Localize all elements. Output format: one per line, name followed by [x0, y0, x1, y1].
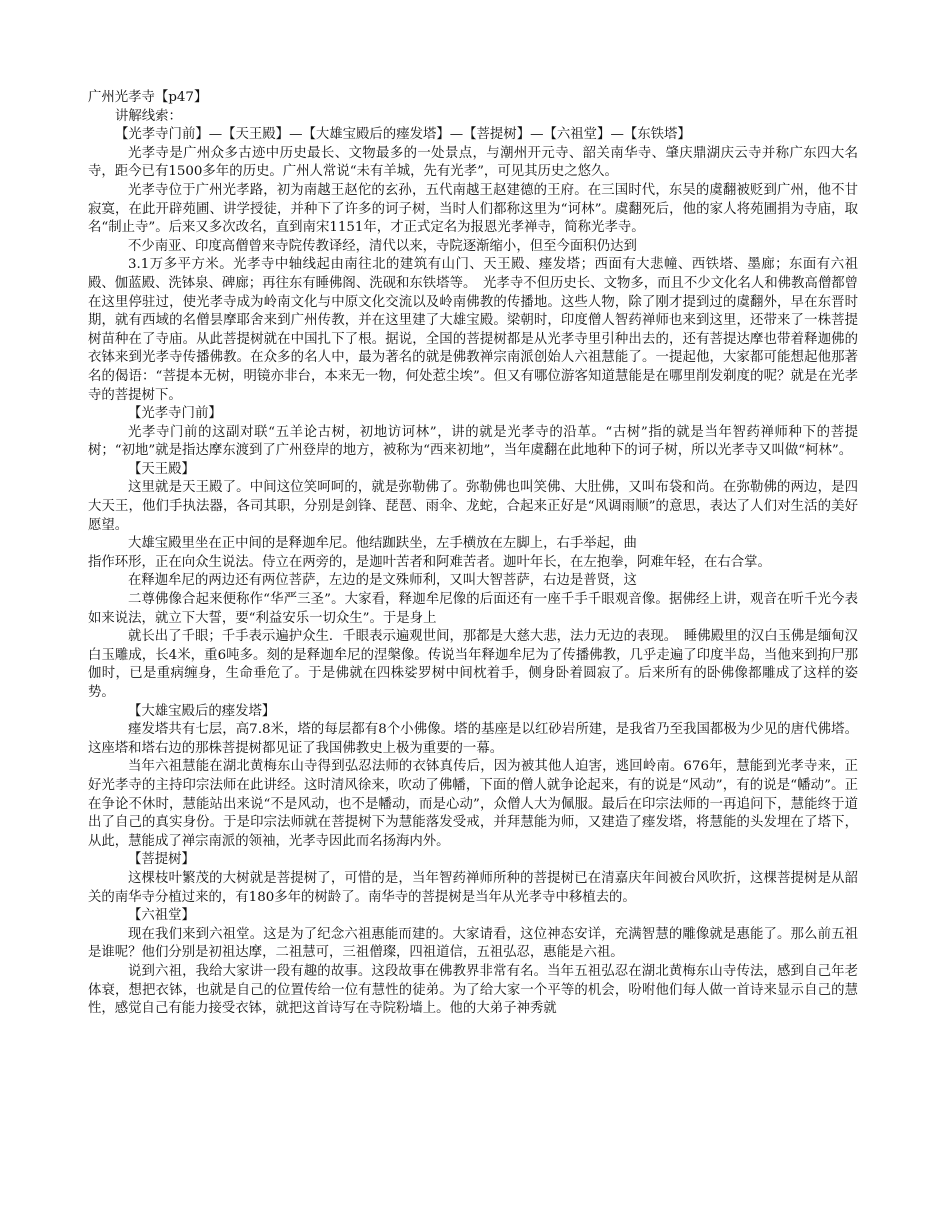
section-heading-pagoda: 【大雄宝殿后的瘗发塔】 [128, 703, 276, 719]
document-page [88, 89, 858, 1019]
paragraph-bodhisattva-a: 在释迦牟尼的两边还有两位菩萨，左边的是文殊师利，又叫大智菩萨，右边是普贤，这 [128, 573, 637, 589]
paragraph-story: 说到六祖，我给大家讲一段有趣的故事。这段故事在佛教界非常有名。当年五祖弘忍在湖北黄梅东山寺传法，感到自己年老体衰，想把衣钵，也就是自己的位置传给一位有慧性的徒弟。为了给大家一个平等的机会，吩咐他们每人做一首诗来显示自己的慧性，感觉自己有能力接受衣钵，就把这首诗写在寺院粉墙上。他的大弟子神秀就 [88, 963, 858, 1017]
paragraph-daxiong-b: 指作环形，正在向众生说法。侍立在两旁的，是迦叶苦者和阿难苦者。迦叶年长，在左抱拳，阿难年轻，在右合掌。 [88, 554, 771, 570]
paragraph-gate: 光孝寺门前的这副对联“五羊论古树，初地访诃林”，讲的就是光孝寺的沿革。“古树”指的就是当年智药禅师种下的菩提树；“初地”就是指达摩东渡到了广州登岸的地方，被称为“西来初地”，当年虞翻在此地种下的诃子树，所以光孝寺又叫做“柯林”。 [88, 424, 858, 459]
section-heading-gate: 【光孝寺门前】 [128, 406, 222, 422]
paragraph-huineng: 当年六祖慧能在湖北黄梅东山寺得到弘忍法师的衣钵真传后，因为被其他人迫害，逃回岭南。676年，慧能到光孝寺来，正好光孝寺的主持印宗法师在此讲经。这时清风徐来，吹动了佛幡，下面的僧人就争论起来，有的说是“风动”，有的说是“幡动”。正在争论不休时，慧能站出来说“不是风动，也不是幡动，而是心动”，众僧人大为佩服。最后在印宗法师的一再追问下，慧能终于道出了自己的真实身份。于是印宗法师就在菩提树下为慧能落发受戒，并拜慧能为师，又建造了瘗发塔，将慧能的头发埋在了塔下，从此，慧能成了禅宗南派的领袖，光孝寺因此而名扬海内外。 [88, 759, 858, 849]
paragraph-monks-a: 不少南亚、印度高僧曾来寺院传教译经，清代以来，寺院逐渐缩小，但至今面积仍达到 [128, 238, 637, 254]
paragraph-sleeping-buddha: 就长出了千眼；千手表示遍护众生．千眼表示遍观世间，那都是大慈大悲，法力无边的表现。 睡佛殿里的汉白玉佛是缅甸汉白玉雕成，长4米，重6吨多。刻的是释迦牟尼的涅槃像。传说当年释迦牟尼为了传播佛教，几乎走遍了印度半岛，当他来到拘尸那伽时，已是重病缠身，生命垂危了。于是佛就在四株娑罗树中间枕着手，侧身卧着圆寂了。后来所有的卧佛像都雕成了这样的姿势。 [88, 629, 858, 700]
paragraph-bodhi: 这棵枝叶繁茂的大树就是菩提树了，可惜的是，当年智药禅师所种的菩提树已在清嘉庆年间被台风吹折，这棵菩提树是从韶关的南华寺分植过来的，有180多年的树龄了。南华寺的菩提树是当年从光孝寺中移植去的。 [88, 870, 858, 905]
paragraph-history: 光孝寺是广州众多古迹中历史最长、文物最多的一处景点，与潮州开元寺、韶关南华寺、肇庆鼎湖庆云寺并称广东四大名寺，距今已有1500多年的历史。广州人常说“未有羊城，先有光孝”，可见其历史之悠久。 [88, 145, 858, 180]
section-heading-bodhi: 【菩提树】 [128, 852, 195, 868]
paragraph-tianwang: 这里就是天王殿了。中间这位笑呵呵的，就是弥勒佛了。弥勒佛也叫笑佛、大肚佛，又叫布袋和尚。在弥勒佛的两边，是四大天王，他们手执法器，各司其职，分别是剑锋、琵琶、雨伞、龙蛇，合起来正好是“风调雨顺”的意思，表达了人们对生活的美好愿望。 [88, 480, 858, 533]
section-heading-liuzu: 【六祖堂】 [128, 908, 195, 924]
paragraph-daxiong-a: 大雄宝殿里坐在正中间的是释迦牟尼。他结跏趺坐，左手横放在左脚上，右手举起，曲 [128, 536, 637, 552]
paragraph-bodhisattva-b: 二尊佛像合起来便称作“华严三圣”。大家看，释迦牟尼像的后面还有一座千手千眼观音像。据佛经上讲，观音在听千光今表如来说法，就立下大誓，要“利益安乐一切众生”。于是身上 [88, 592, 858, 626]
route-line: 【光孝寺门前】—【天王殿】—【大雄宝殿后的瘗发塔】—【菩提树】—【六祖堂】—【东铁塔】 [115, 127, 691, 143]
paragraph-monks-b: 3.1万多平方米。光孝寺中轴线起由南往北的建筑有山门、天王殿、瘗发塔；西面有大悲幢、西铁塔、墨廊；东面有六祖殿、伽蓝殿、洗钵泉、碑廊；再往东有睡佛阁、洗砚和东铁塔等。 光孝寺不但历史长、文物多，而且不少文化名人和佛教高僧都曾在这里停驻过，使光孝寺成为岭南文化与中原文化交流以及岭南佛教的传播地。这些人物，除了刚才提到过的虞翻外，早在东晋时期，就有西域的名僧昙摩耶舍来到广州传教，并在这里建了大雄宝殿。梁朝时，印度僧人智药禅师也来到这里，还带来了一株菩提树苗种在了寺庙。从此菩提树就在中国扎下了根。据说，全国的菩提树都是从光孝寺里引种出去的，还有菩提达摩也带着释迦佛的衣钵来到光孝寺传播佛教。在众多的名人中，最为著名的就是佛教禅宗南派创始人六祖慧能了。一提起他，大家都可能想起他那著名的偈语：“菩提本无树，明镜亦非台，本来无一物，何处惹尘埃”。但又有哪位游客知道慧能是在哪里削发剃度的呢？就是在光孝寺的菩提树下。 [88, 257, 858, 403]
paragraph-liuzu: 现在我们来到六祖堂。这是为了纪念六祖惠能而建的。大家请看，这位神态安详，充满智慧的雕像就是惠能了。那么前五祖是谁呢？他们分别是初祖达摩，二祖慧可，三祖僧璨，四祖道信，五祖弘忍，惠能是六祖。 [88, 926, 858, 961]
section-heading-tianwang: 【天王殿】 [128, 461, 195, 477]
intro-label: 讲解线索： [115, 108, 182, 124]
paragraph-pagoda: 瘗发塔共有七层，高7.8米，塔的每层都有8个小佛像。塔的基座是以红砂岩所建，是我省乃至我国都极为少见的唐代佛塔。这座塔和塔右边的那株菩提树都见证了我国佛教史上极为重要的一幕。 [88, 722, 858, 756]
document-title: 广州光孝寺【p47】 [88, 90, 208, 105]
paragraph-location: 光孝寺位于广州光孝路，初为南越王赵佗的玄孙，五代南越王赵建德的王府。在三国时代，东吴的虞翻被贬到广州，他不甘寂寞，在此开辟苑圃、讲学授徒，并种下了许多的诃子树，当时人们都称这里为“诃林”。虞翻死后，他的家人将苑圃捐为寺庙，取名“制止寺”。后来又多次改名，直到南宋1151年，才正式定名为报恩光孝禅寺，简称光孝寺。 [88, 182, 858, 236]
